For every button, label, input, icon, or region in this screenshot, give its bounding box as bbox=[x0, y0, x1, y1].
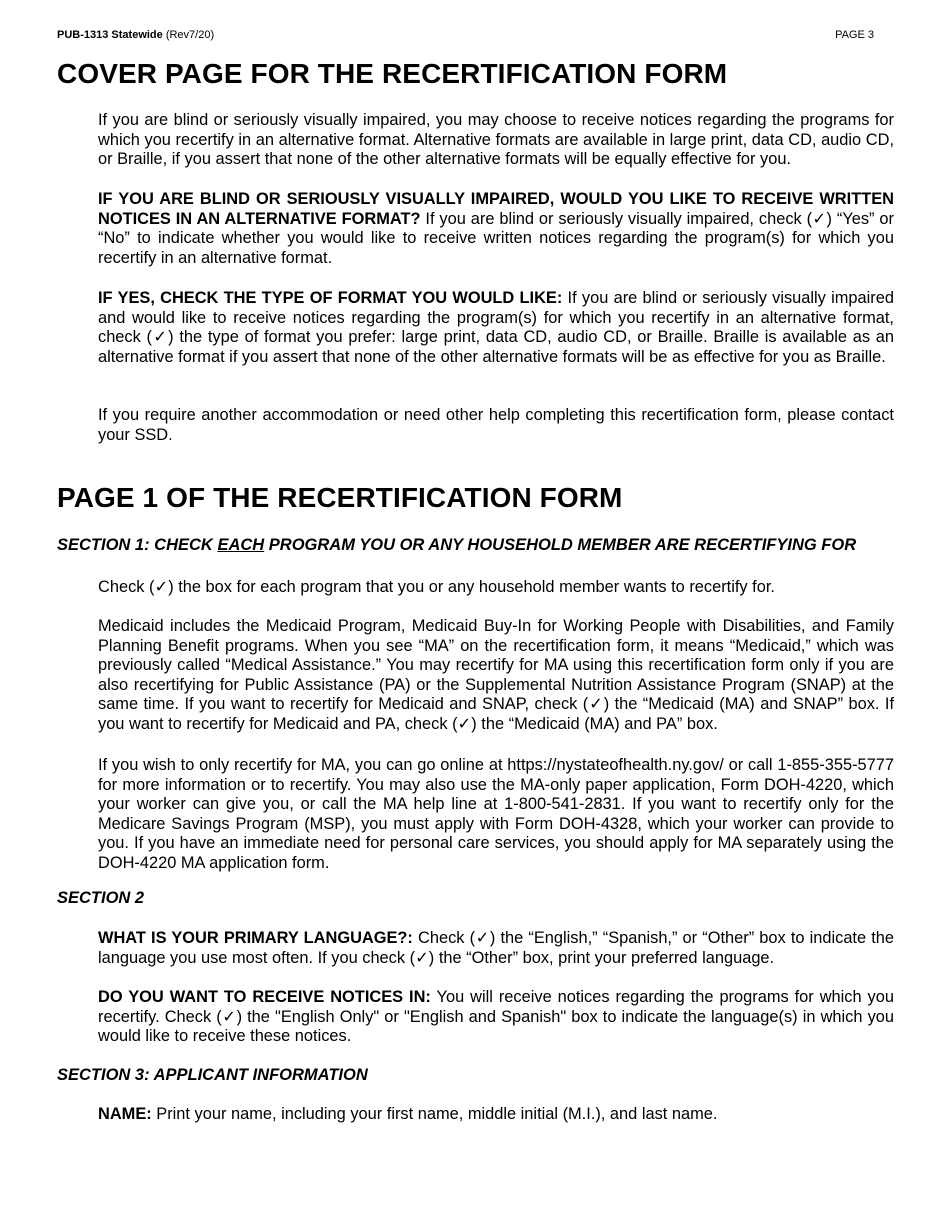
cover-paragraph-alternative-formats: If you are blind or seriously visually impaired, you may choose to receive notices regarding the programs for which you recertify in an alternative format. Alternative formats are available in large print, data CD, audio CD, or Braille, if you assert that none of the other alternative formats will be equally effective for you. bbox=[98, 111, 894, 169]
section2-paragraph-primary-language bbox=[98, 929, 894, 968]
section1-heading-pre: SECTION 1: CHECK bbox=[57, 536, 218, 554]
paragraph-body: Check (✓) the “English,” “Spanish,” or “Other” box to indicate the language you use most often. If you check (✓) the “Other” box, print your preferred language. bbox=[98, 929, 895, 967]
paragraph-lead-in: WHAT IS YOUR PRIMARY LANGUAGE?: bbox=[98, 929, 413, 947]
section1-paragraph-check-programs: Check (✓) the box for each program that you or any household member wants to recertify for. bbox=[98, 578, 775, 596]
section2-heading: SECTION 2 bbox=[57, 889, 145, 907]
form-id: PUB-1313 Statewide bbox=[57, 29, 163, 41]
paragraph-lead-in: NAME: bbox=[98, 1105, 152, 1123]
cover-paragraph-accommodation: If you require another accommodation or need other help completing this recertification form, please contact your SSD. bbox=[98, 406, 894, 444]
section3-paragraph-name bbox=[98, 1105, 894, 1125]
form-revision: (Rev7/20) bbox=[165, 29, 215, 41]
section1-heading-post: PROGRAM YOU OR ANY HOUSEHOLD MEMBER ARE RECERTIFYING FOR bbox=[264, 536, 857, 554]
section1-heading bbox=[57, 536, 856, 555]
paragraph-body: If you are blind or seriously visually impaired and would like to receive notices regarding the program(s) for which you recertify in an alternative format, check (✓) the type of format you prefer: large print, data CD, audio CD, or Braille. Braille is available as an alternative format if you assert that none of the other alternative formats will be as effective for you as Braille. bbox=[98, 289, 894, 366]
paragraph-lead-in: IF YOU ARE BLIND OR SERIOUSLY VISUALLY IMPAIRED, WOULD YOU LIKE TO RECEIVE WRITTEN NOTICES IN AN ALTERNATIVE FORMAT? bbox=[98, 190, 894, 228]
page1-title: PAGE 1 OF THE RECERTIFICATION FORM bbox=[57, 482, 623, 513]
paragraph-lead-in: DO YOU WANT TO RECEIVE NOTICES IN: bbox=[98, 988, 431, 1006]
paragraph-lead-in: IF YES, CHECK THE TYPE OF FORMAT YOU WOULD LIKE: bbox=[98, 289, 563, 307]
cover-paragraph-format-type bbox=[98, 289, 894, 367]
page-header bbox=[57, 29, 874, 41]
section3-heading: SECTION 3: APPLICANT INFORMATION bbox=[57, 1066, 368, 1084]
cover-paragraph-alternative-format-question bbox=[98, 190, 894, 268]
section2-paragraph-notices-language bbox=[98, 988, 894, 1047]
section1-heading-emphasis: EACH bbox=[217, 536, 265, 554]
section1-paragraph-ma-only: If you wish to only recertify for MA, you can go online at https://nystateofhealth.ny.gov/ or call 1-855-355-5777 for more information or to recertify. You may also use the MA-only paper application, Form DOH-4220, which your worker can give you, or call the MA help line at 1-800-541-2831. If you want to recertify only for the Medicare Savings Program (MSP), you must apply with Form DOH-4328, which your worker can provide to you. If you have an immediate need for personal care services, you should apply for MA separately using the DOH-4220 MA application form. bbox=[98, 756, 894, 872]
page-number: PAGE 3 bbox=[835, 29, 874, 41]
paragraph-body: Print your name, including your first name, middle initial (M.I.), and last name. bbox=[151, 1105, 718, 1123]
paragraph-body: If you are blind or seriously visually impaired, check (✓) “Yes” or “No” to indicate whether you would like to receive written notices regarding the program(s) for which you recertify in an alternative format. bbox=[98, 209, 894, 267]
cover-page-title: COVER PAGE FOR THE RECERTIFICATION FORM bbox=[57, 58, 728, 89]
paragraph-body: You will receive notices regarding the programs for which you recertify. Check (✓) the "English Only" or "English and Spanish" box to indicate the language(s) in which you would like to receive these notices. bbox=[98, 988, 894, 1046]
section1-paragraph-medicaid: Medicaid includes the Medicaid Program, Medicaid Buy-In for Working People with Disabilities, and Family Planning Benefit programs. When you see “MA” on the recertification form, it means “Medicaid,” which was previously called “Medical Assistance.” You may recertify for MA using this recertification form only if you are also recertifying for Public Assistance (PA) or the Supplemental Nutrition Assistance Program (SNAP) at the same time. If you want to recertify for Medicaid and SNAP, check (✓) the “Medicaid (MA) and SNAP” box. If you want to recertify for Medicaid and PA, check (✓) the “Medicaid (MA) and PA” box. bbox=[98, 617, 894, 733]
